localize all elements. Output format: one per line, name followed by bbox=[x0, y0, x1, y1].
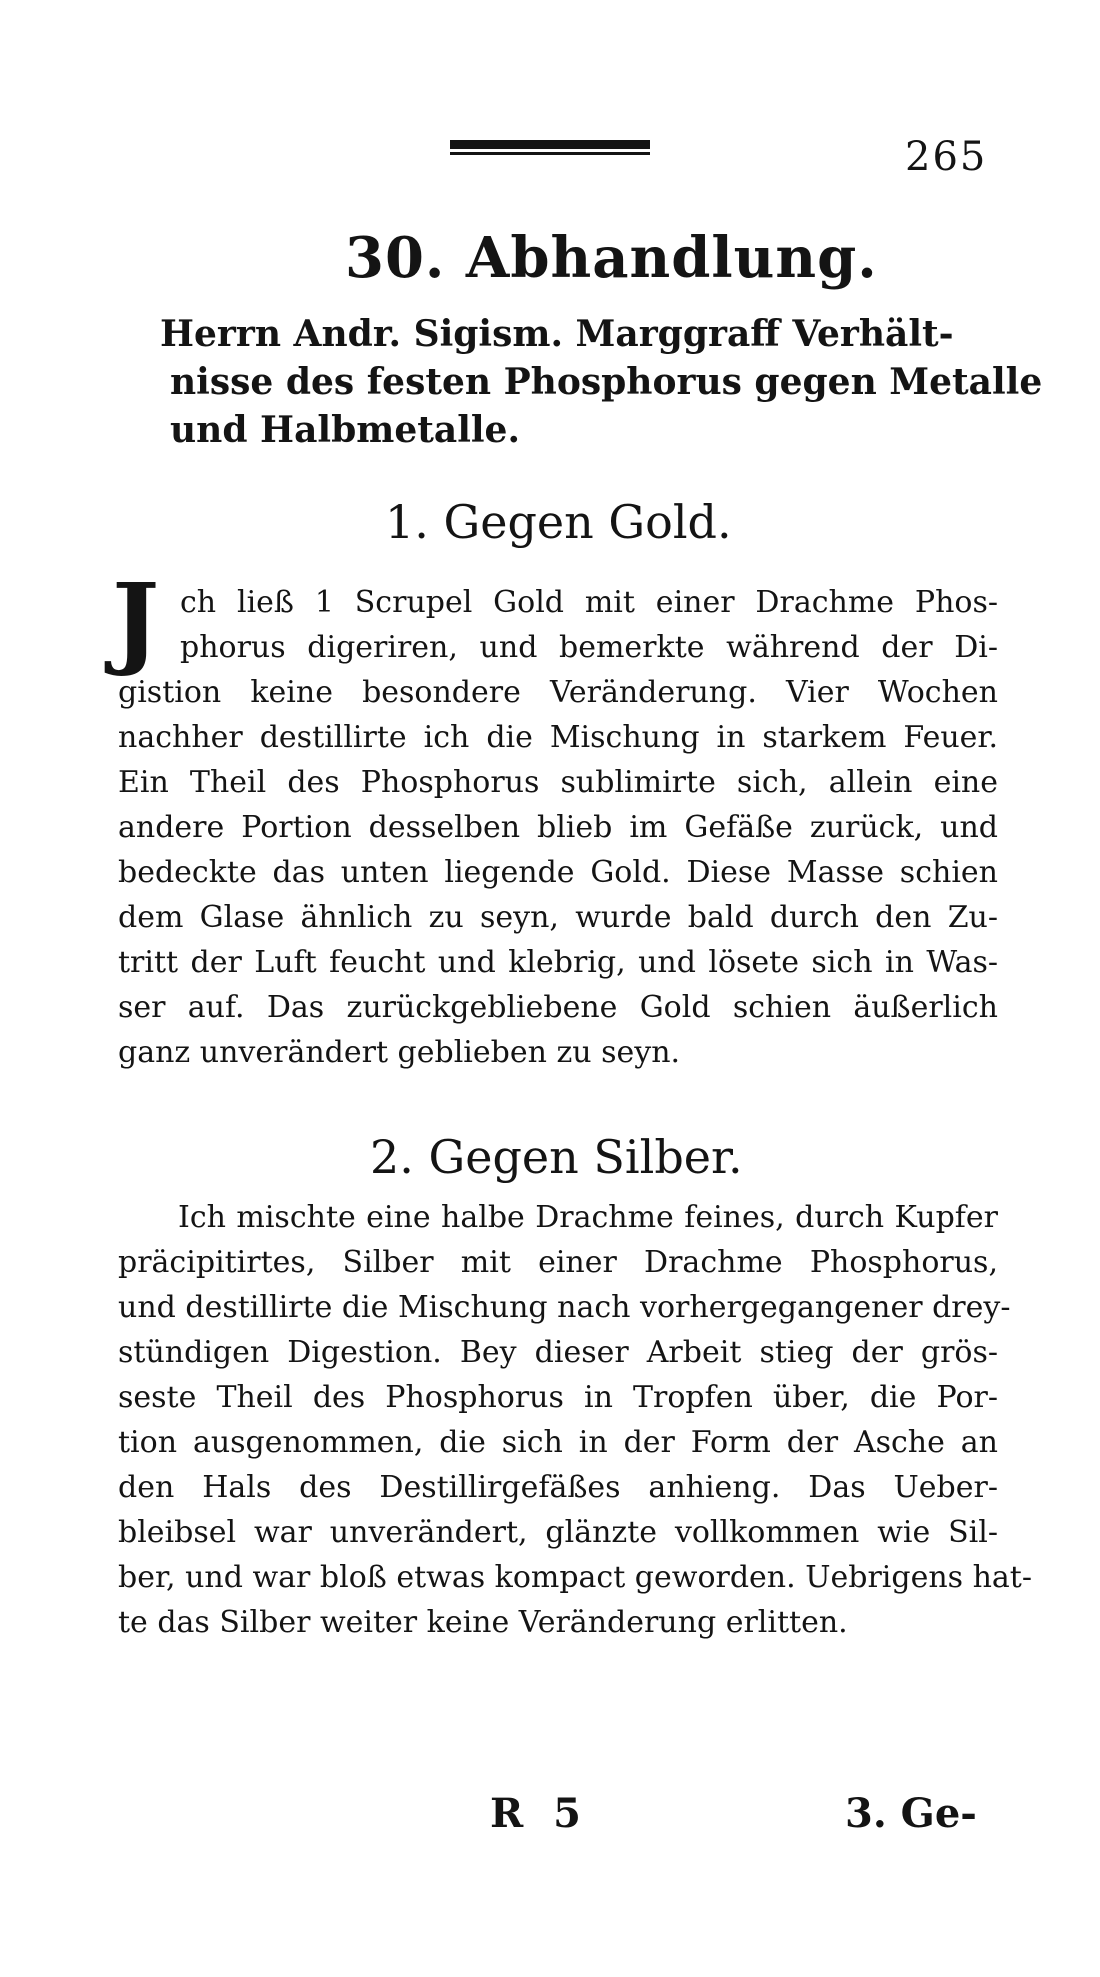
text-line: ber, und war bloß etwas kompact geworden. Uebrigens hat- bbox=[118, 1560, 1032, 1595]
intro-line: nisse des festen Phosphorus gegen Metalle bbox=[170, 361, 1043, 403]
text-line: andere Portion desselben blieb im Gefäße zurück, und bbox=[118, 810, 998, 845]
catchword: 3. Ge- bbox=[845, 1790, 977, 1837]
text-line: ser auf. Das zurückgebliebene Gold schien äußerlich bbox=[118, 990, 998, 1025]
text-line: ganz unverändert geblieben zu seyn. bbox=[118, 1035, 681, 1070]
text-line: seste Theil des Phosphorus in Tropfen über, die Por- bbox=[118, 1380, 998, 1415]
intro-line: Herrn Andr. Sigism. Marggraff Verhält- bbox=[160, 313, 954, 355]
text-line: phorus digeriren, und bemerkte während der Di- bbox=[180, 630, 998, 665]
text-line: tion ausgenommen, die sich in der Form der Asche an bbox=[118, 1425, 998, 1460]
text-line: dem Glase ähnlich zu seyn, wurde bald durch den Zu- bbox=[118, 900, 998, 935]
text-line: gistion keine besondere Veränderung. Vier Wochen bbox=[118, 675, 998, 710]
text-line: bedeckte das unten liegende Gold. Diese Masse schien bbox=[118, 855, 998, 890]
drop-cap: J bbox=[112, 561, 160, 679]
chapter-title: 30. Abhandlung. bbox=[345, 225, 878, 291]
text-line: den Hals des Destillirgefäßes anhieng. Das Ueber- bbox=[118, 1470, 998, 1505]
intro-line: und Halbmetalle. bbox=[170, 409, 520, 451]
text-line: und destillirte die Mischung nach vorhergegangener drey- bbox=[118, 1290, 1011, 1325]
header-ornamental-rule bbox=[450, 140, 650, 156]
header-rule-thin bbox=[450, 152, 650, 155]
text-line: te das Silber weiter keine Veränderung erlitten. bbox=[118, 1605, 848, 1640]
signature-mark: R 5 bbox=[490, 1790, 589, 1837]
page-number: 265 bbox=[905, 134, 988, 180]
text-line: Ich mischte eine halbe Drachme feines, durch Kupfer bbox=[178, 1200, 998, 1235]
text-line: tritt der Luft feucht und klebrig, und lösete sich in Was- bbox=[118, 945, 998, 980]
text-line: stündigen Digestion. Bey dieser Arbeit stieg der grös- bbox=[118, 1335, 998, 1370]
text-line: nachher destillirte ich die Mischung in starkem Feuer. bbox=[118, 720, 998, 755]
text-line: ch ließ 1 Scrupel Gold mit einer Drachme Phos- bbox=[180, 585, 998, 620]
text-line: bleibsel war unverändert, glänzte vollkommen wie Sil- bbox=[118, 1515, 998, 1550]
header-rule-thick bbox=[450, 140, 650, 149]
section-title-silver: 2. Gegen Silber. bbox=[370, 1130, 743, 1184]
paragraph-gold bbox=[118, 580, 998, 1075]
treatise-intro bbox=[160, 310, 1043, 454]
section-title-gold: 1. Gegen Gold. bbox=[385, 495, 732, 549]
text-line: Ein Theil des Phosphorus sublimirte sich, allein eine bbox=[118, 765, 998, 800]
text-line: präcipitirtes, Silber mit einer Drachme Phosphorus, bbox=[118, 1245, 998, 1280]
paragraph-silver bbox=[118, 1195, 1032, 1645]
